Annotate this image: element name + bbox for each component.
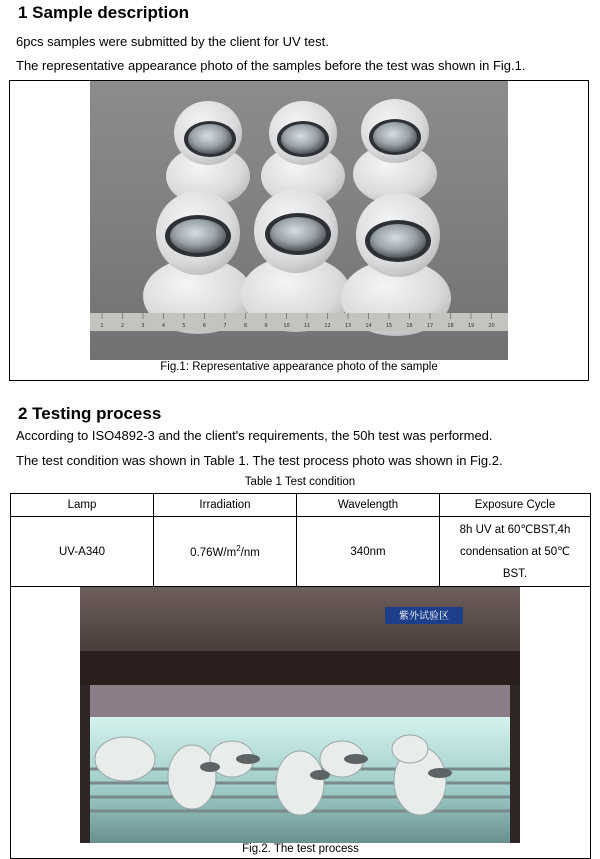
exposure-cycle-line: condensation at 50℃ — [459, 545, 571, 558]
chamber-lamp — [392, 735, 428, 763]
ruler-tick-label: 8 — [243, 323, 248, 329]
ruler-tick-label: 1 — [100, 323, 104, 329]
table-header-cell: Wavelength — [297, 494, 440, 517]
section-1-heading: 1 Sample description — [18, 3, 189, 22]
figure-1-caption: Fig.1: Representative appearance photo of the sample — [160, 361, 438, 373]
ruler-tick-label: 14 — [365, 323, 372, 329]
irradiation-unit: /nm — [240, 546, 260, 559]
exposure-cycle-line: BST. — [502, 567, 528, 580]
table-header-cell: Lamp — [11, 494, 154, 517]
sample-lamp — [166, 101, 250, 206]
section-2-text-2: The test condition was shown in Table 1. The test process photo was shown in Fig.2. — [16, 453, 503, 468]
figure-2-caption: Fig.2. The test process — [242, 843, 359, 855]
ruler-tick-label: 2 — [120, 323, 125, 329]
uv-chamber-illustration — [80, 587, 520, 843]
ruler-tick-label: 12 — [324, 323, 331, 329]
ruler-tick-label: 9 — [264, 323, 268, 329]
sample-photo — [90, 81, 508, 360]
section-1-text-1: 6pcs samples were submitted by the client for UV test. — [16, 34, 329, 49]
test-condition-table — [10, 493, 591, 587]
ruler-tick-label: 20 — [488, 323, 495, 329]
table-row — [11, 517, 591, 587]
irradiation-cell — [154, 517, 297, 587]
sample-lamp — [143, 191, 253, 334]
irradiation-value: 0.76W/m — [190, 546, 237, 559]
chamber-lamp — [168, 745, 216, 809]
chamber-sign-text: 紫外试验区 — [399, 611, 449, 622]
ruler-tick-label: 13 — [344, 323, 352, 329]
chamber-lamp — [95, 737, 155, 781]
table-header-row — [11, 494, 591, 517]
figure-2-frame — [10, 586, 591, 859]
exposure-cycle-cell — [440, 517, 591, 587]
wavelength-cell: 340nm — [297, 517, 440, 587]
ruler-tick-label: 6 — [202, 323, 207, 329]
ruler-tick-label: 4 — [161, 323, 166, 329]
table-header-cell: Irradiation — [154, 494, 297, 517]
section-2-text-1: According to ISO4892-3 and the client's requirements, the 50h test was performed. — [16, 428, 493, 443]
section-1-text-2: The representative appearance photo of the samples before the test was shown in Fig.1. — [16, 58, 526, 73]
ruler-tick-label: 18 — [447, 323, 454, 329]
sample-lamp — [241, 189, 351, 332]
table-1-title: Table 1 Test condition — [244, 476, 356, 488]
ruler-tick-label: 3 — [141, 323, 145, 329]
sample-lamp — [353, 99, 437, 204]
ruler-tick-label: 19 — [467, 323, 475, 329]
ruler-tick-label: 5 — [182, 323, 186, 329]
ruler-tick-label: 7 — [223, 323, 227, 329]
chamber-lamp — [276, 751, 324, 815]
irradiation-exponent: 2 — [236, 544, 241, 554]
ruler-tick-label: 16 — [406, 323, 413, 329]
ruler-tick-label: 10 — [283, 323, 290, 329]
figure-1-frame — [9, 80, 589, 381]
ruler-tick-label: 11 — [303, 323, 311, 329]
lamp-cell: UV-A340 — [11, 517, 154, 587]
exposure-cycle-line: 8h UV at 60℃BST,4h — [459, 523, 571, 536]
ruler-tick-label: 17 — [426, 323, 434, 329]
sample-lamps-illustration — [90, 81, 508, 360]
table-header-cell: Exposure Cycle — [440, 494, 591, 517]
section-2-heading: 2 Testing process — [18, 404, 162, 423]
test-process-photo — [80, 587, 520, 843]
ruler — [90, 313, 508, 331]
ruler-tick-label: 15 — [385, 323, 393, 329]
